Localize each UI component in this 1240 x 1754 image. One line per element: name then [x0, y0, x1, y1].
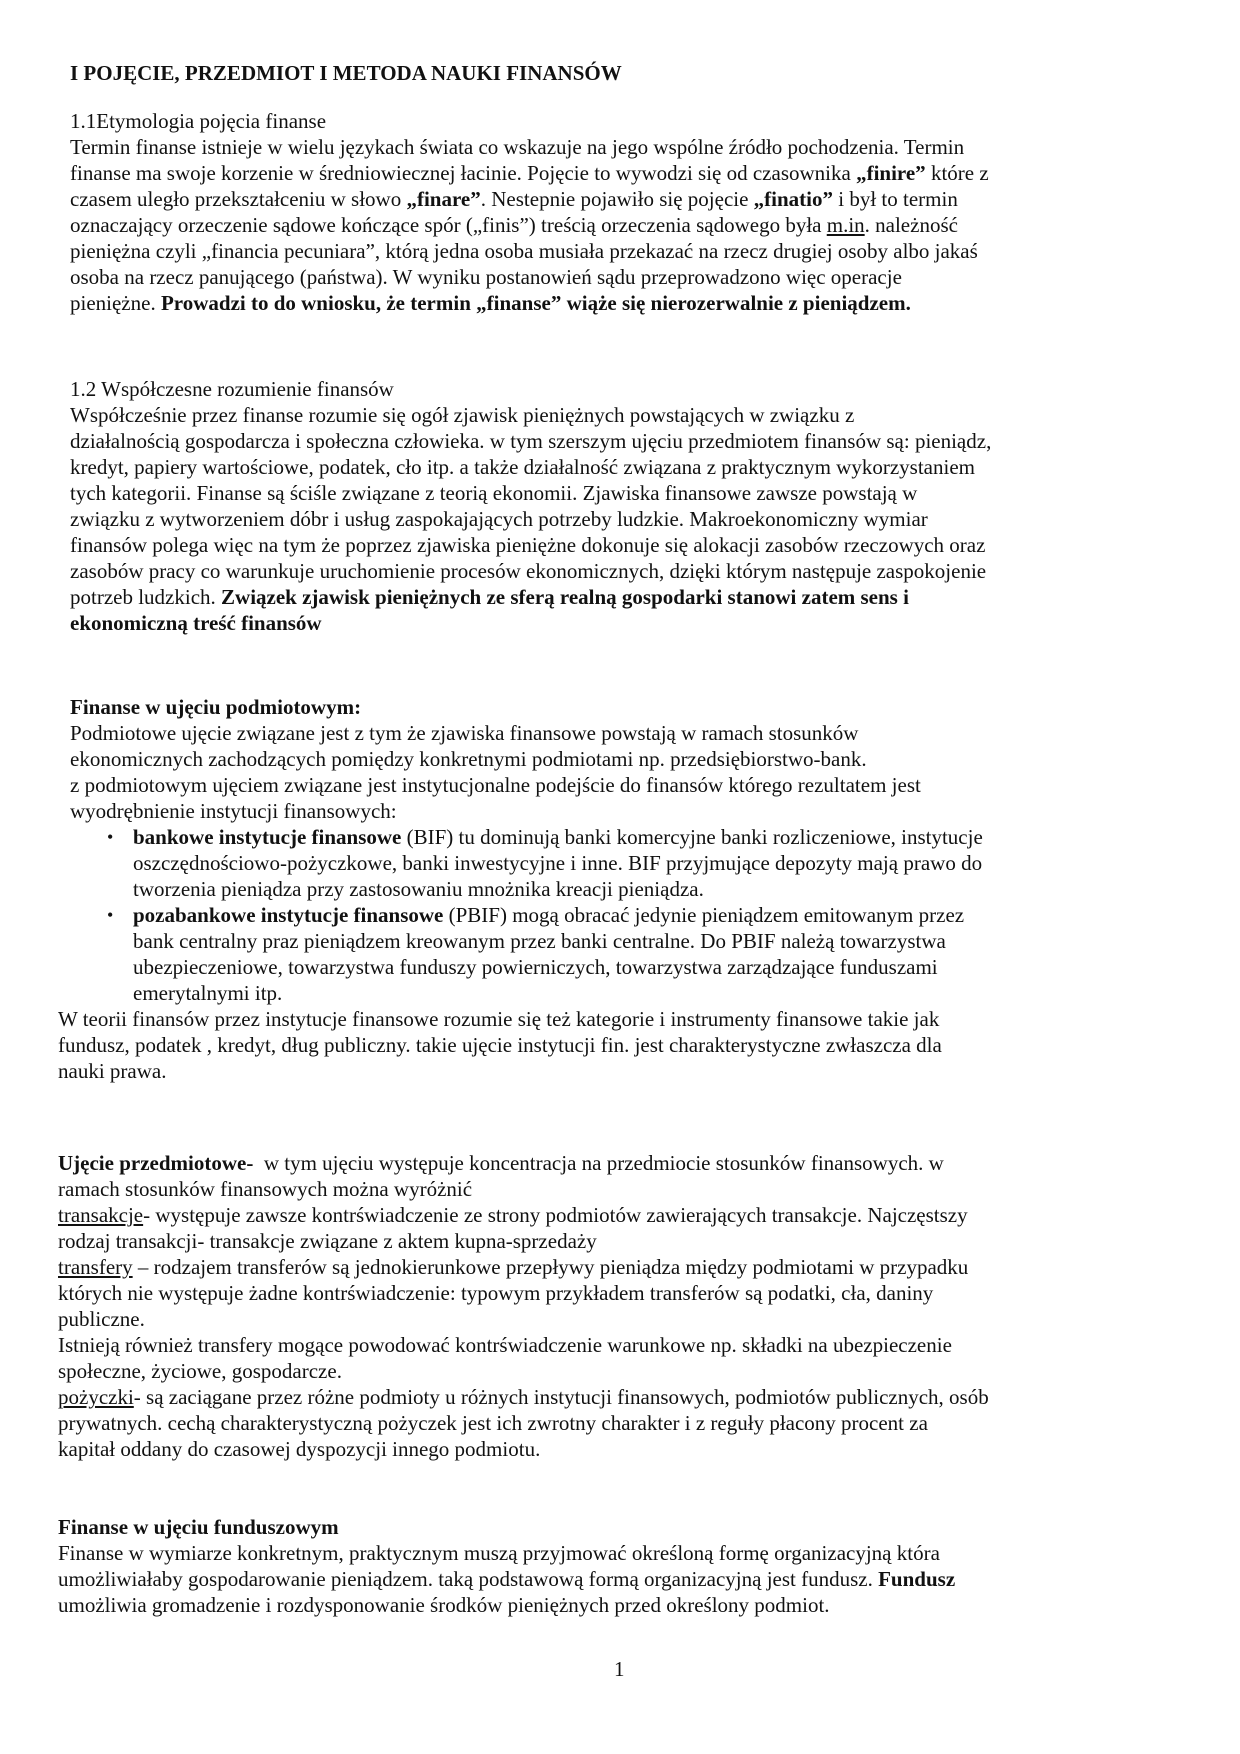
text: finanse ma swoje korzenie w średniowiecznej łacinie. Pojęcie to wywodzi się od czasownika [70, 161, 857, 185]
text: (PBIF) mogą obracać jedynie pieniądzem emitowanym przez [443, 903, 965, 927]
paragraph-line: umożliwia gromadzenie i rozdysponowanie środków pieniężnych przed określony podmiot. [58, 1593, 830, 1617]
text: umożliwiałaby gospodarowanie pieniądzem. taką podstawową formą organizacyjną jest fundusz. [58, 1567, 879, 1591]
paragraph-line: związku z wytworzeniem dóbr i usług zaspokajających potrzeby ludzkie. Makroekonomiczny wymiar [70, 507, 928, 531]
paragraph-line: prywatnych. cechą charakterystyczną pożyczek jest ich zwrotny charakter i z reguły płacony procent za [58, 1411, 928, 1435]
paragraph-line: osoba na rzecz panującego (państwa). W wyniku postanowień sądu przeprowadzono więc operacje [70, 265, 902, 289]
paragraph-line: działalnością gospodarcza i społeczna człowieka. w tym szerszym ujęciu przedmiotem finansów są: pieniądz, [70, 429, 992, 453]
text: . należność [864, 213, 958, 237]
bold-conclusion: Prowadzi to do wniosku, że termin „finanse” wiąże się nierozerwalnie z pieniądzem. [160, 291, 911, 315]
paragraph-line [58, 1254, 989, 1280]
bold-term: bankowe instytucje finansowe [133, 825, 402, 849]
text: - występuje zawsze kontrświadczenie ze strony podmiotów zawierających transakcje. Najczęstszy [143, 1203, 968, 1227]
section-heading: Finanse w ujęciu podmiotowym: [70, 695, 362, 719]
paragraph-line: wyodrębnienie instytucji finansowych: [70, 799, 397, 823]
paragraph-line: Współcześnie przez finanse rozumie się ogół zjawisk pieniężnych powstających w związku z [70, 403, 855, 427]
paragraph-line [70, 160, 989, 186]
paragraph-line: W teorii finansów przez instytucje finansowe rozumie się też kategorie i instrumenty finansowe takie jak [58, 1007, 940, 1031]
list-item-line: ubezpieczeniowe, towarzystwa funduszy powierniczych, towarzystwa zarządzające funduszami [133, 955, 938, 979]
paragraph-line: Finanse w wymiarze konkretnym, praktycznym muszą przyjmować określoną formę organizacyjną która [58, 1541, 940, 1565]
paragraph-line: których nie występuje żadne kontrświadczenie: typowym przykładem transferów są podatki, cła, daniny [58, 1281, 934, 1305]
list-item-line: oszczędnościowo-pożyczkowe, banki inwestycyjne i inne. BIF przyjmujące depozyty mają prawo do [133, 851, 983, 875]
paragraph-line: ramach stosunków finansowych można wyróżnić [58, 1177, 473, 1201]
bold-term: Fundusz [878, 1567, 956, 1591]
paragraph-line: rodzaj transakcji- transakcje związane z aktem kupna-sprzedaży [58, 1229, 597, 1253]
section-modern-understanding [70, 376, 991, 636]
text: czasem uległo przekształceniu w słowo [70, 187, 407, 211]
section-subjective [70, 694, 921, 824]
section-objective [58, 1150, 989, 1462]
paragraph-line: tych kategorii. Finanse są ściśle związane z teorią ekonomii. Zjawiska finansowe zawsze powstają w [70, 481, 918, 505]
bold-term: pozabankowe instytucje finansowe [133, 903, 444, 927]
bold-term: „finare” [406, 187, 481, 211]
paragraph-line: kapitał oddany do czasowej dyspozycji innego podmiotu. [58, 1437, 541, 1461]
paragraph-line: nauki prawa. [58, 1059, 167, 1083]
list-item-line: tworzenia pieniądza przy zastosowaniu mnożnika kreacji pieniądza. [133, 877, 704, 901]
text: . Nestepnie pojawiło się pojęcie [480, 187, 754, 211]
paragraph-line: Podmiotowe ujęcie związane jest z tym że zjawiska finansowe powstają w ramach stosunków [70, 721, 859, 745]
paragraph-line [70, 212, 989, 238]
text: potrzeb ludzkich. [70, 585, 222, 609]
paragraph-line: fundusz, podatek , kredyt, dług publiczny. takie ujęcie instytucji fin. jest charakterystyczne zwłaszcza dla [58, 1033, 942, 1057]
paragraph-line [58, 1384, 989, 1410]
text: – rodzajem transferów są jednokierunkowe przepływy pieniądza między podmiotami w przypadku [132, 1255, 969, 1279]
paragraph-line: pieniężna czyli „financia pecuniara”, którą jedna osoba musiała przekazać na rzecz drugiej osoby albo jakaś [70, 239, 978, 263]
section-heading: 1.2 Współczesne rozumienie finansów [70, 377, 394, 401]
list-item-line: bank centralny praz pieniądzem kreowanym przez banki centralne. Do PBIF należą towarzystwa [133, 929, 946, 953]
paragraph-line [58, 1202, 989, 1228]
text: (BIF) tu dominują banki komercyjne banki rozliczeniowe, instytucje [401, 825, 983, 849]
text: i był to termin [833, 187, 958, 211]
bold-conclusion: Związek zjawisk pieniężnych ze sferą realną gospodarki stanowi zatem sens i [221, 585, 909, 609]
paragraph-line: finansów polega więc na tym że poprzez zjawiska pieniężne dokonuje się alokacji zasobów rzeczowych oraz [70, 533, 986, 557]
text: które z [925, 161, 989, 185]
list-item [107, 902, 983, 928]
text: w tym ujęciu występuje koncentracja na przedmiocie stosunków finansowych. w [253, 1151, 944, 1175]
paragraph-line: ekonomiczną treść finansów [70, 611, 322, 635]
paragraph-line: kredyt, papiery wartościowe, podatek, cło itp. a także działalność związana z praktycznym wykorzystaniem [70, 455, 975, 479]
paragraph-line: zasobów pracy co warunkuje uruchomienie procesów ekonomicznych, dzięki którym następuje zaspokojenie [70, 559, 987, 583]
section-etymology [70, 108, 989, 316]
section-heading: 1.1Etymologia pojęcia finanse [70, 109, 327, 133]
bullet-icon: • [107, 827, 114, 847]
text: - są zaciągane przez różne podmioty u różnych instytucji finansowych, podmiotów publicznych, osób [133, 1385, 989, 1409]
paragraph-line [58, 1150, 989, 1176]
paragraph-line: społeczne, życiowe, gospodarcze. [58, 1359, 342, 1383]
document-title: I POJĘCIE, PRZEDMIOT I METODA NAUKI FINANSÓW [70, 61, 622, 85]
bold-term: „finatio” [753, 187, 834, 211]
paragraph-line: z podmiotowym ujęciem związane jest instytucjonalne podejście do finansów którego rezultatem jest [70, 773, 921, 797]
section-heading: Finanse w ujęciu funduszowym [58, 1515, 339, 1539]
text: oznaczający orzeczenie sądowe kończące spór („finis”) treścią orzeczenia sądowego była [70, 213, 827, 237]
term-transactions: transakcje [58, 1203, 144, 1227]
paragraph-line [70, 584, 991, 610]
bullet-list [107, 824, 983, 1006]
page-number: 1 [614, 1657, 625, 1681]
bold-term: „finire” [856, 161, 926, 185]
paragraph-line: Termin finanse istnieje w wielu językach świata co wskazuje na jego wspólne źródło pochodzenia. Termin [70, 135, 965, 159]
section-fund [58, 1514, 955, 1618]
paragraph-line: Istnieją również transfery mogące powodować kontrświadczenie warunkowe np. składki na ubezpieczenie [58, 1333, 952, 1357]
bullet-icon: • [107, 905, 114, 925]
section-heading: Ujęcie przedmiotowe- [58, 1151, 254, 1175]
paragraph-line: ekonomicznych zachodzących pomiędzy konkretnymi podmiotami np. przedsiębiorstwo-bank. [70, 747, 867, 771]
term-transfers: transfery [58, 1255, 133, 1279]
paragraph-line [70, 290, 989, 316]
list-item-line: emerytalnymi itp. [133, 981, 283, 1005]
paragraph-theory [58, 1006, 942, 1084]
list-item [107, 824, 983, 850]
paragraph-line: publiczne. [58, 1307, 145, 1331]
paragraph-line [58, 1566, 955, 1592]
text: pieniężne. [70, 291, 161, 315]
term-loans: pożyczki [58, 1385, 134, 1409]
link-abbrev: m.in [826, 213, 865, 237]
paragraph-line [70, 186, 989, 212]
